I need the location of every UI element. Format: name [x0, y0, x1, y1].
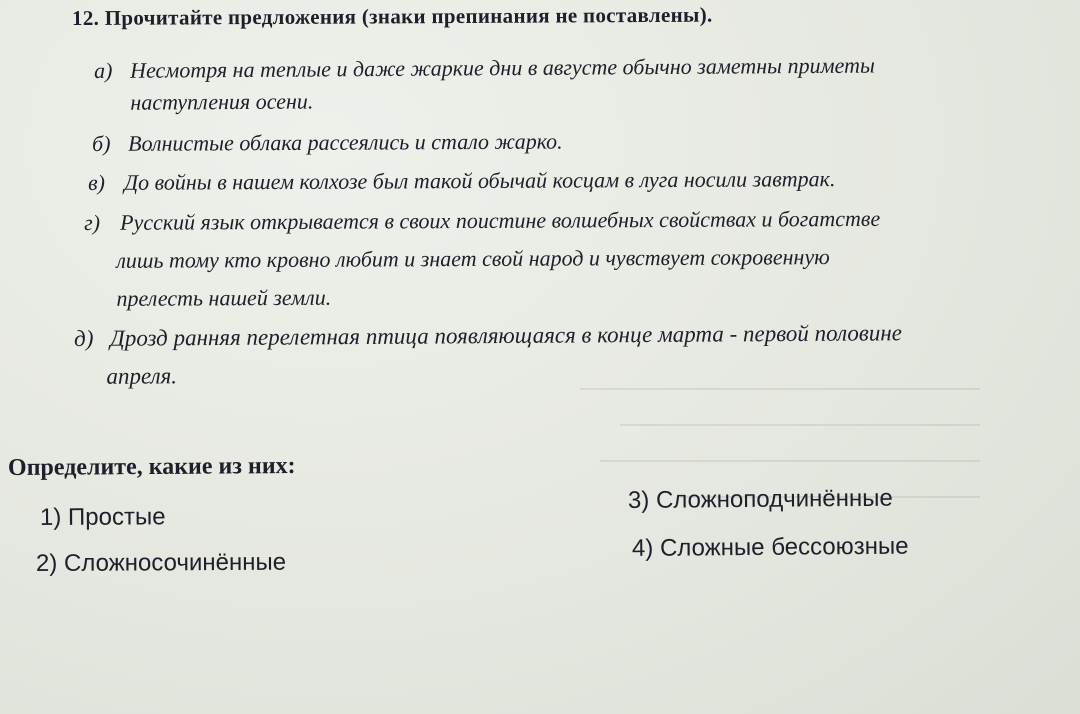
sentence-e	[74, 314, 902, 396]
sentence-d	[84, 200, 881, 318]
sentence-c	[88, 160, 836, 202]
sentence-line: апреля.	[106, 363, 178, 389]
sentence-b	[92, 123, 563, 163]
sentence-line: прелесть нашей земли.	[116, 284, 332, 311]
sentence-marker: в)	[88, 169, 106, 195]
task-title: 12. Прочитайте предложения (знаки препинания не поставлены).	[71, 2, 713, 30]
sentence-line: Дрозд ранняя перелетная птица появляющаяся в конце марта - первой половине	[110, 320, 903, 351]
sentence-line: Несмотря на теплые и даже жаркие дни в августе обычно заметны приметы	[130, 52, 875, 83]
option-compound: 2) Сложносочинённые	[35, 548, 287, 577]
sentence-marker: б)	[92, 130, 111, 156]
sentence-line: наступления осени.	[130, 88, 314, 115]
question-heading: Определите, какие из них:	[7, 452, 296, 481]
sentence-line: лишь тому кто кровно любит и знает свой народ и чувствует сокровенную	[116, 244, 830, 273]
sentence-line: Волнистые облака рассеялись и стало жарко.	[128, 128, 563, 156]
option-simple: 1) Простые	[39, 503, 166, 531]
sentence-marker: г)	[84, 209, 101, 235]
sentence-a	[94, 47, 875, 122]
bleed-through-texture	[560, 378, 980, 558]
sentence-line: Русский язык открывается в своих поистине волшебных свойствах и богатстве	[120, 205, 881, 235]
sentence-marker: а)	[94, 57, 113, 83]
sentence-line: До войны в нашем колхозе был такой обычай косцам в луга носили завтрак.	[124, 166, 836, 195]
sentence-marker: д)	[74, 325, 94, 351]
option-complex: 3) Сложноподчинённые	[627, 484, 893, 514]
option-asyndetic: 4) Сложные бессоюзные	[631, 532, 909, 562]
